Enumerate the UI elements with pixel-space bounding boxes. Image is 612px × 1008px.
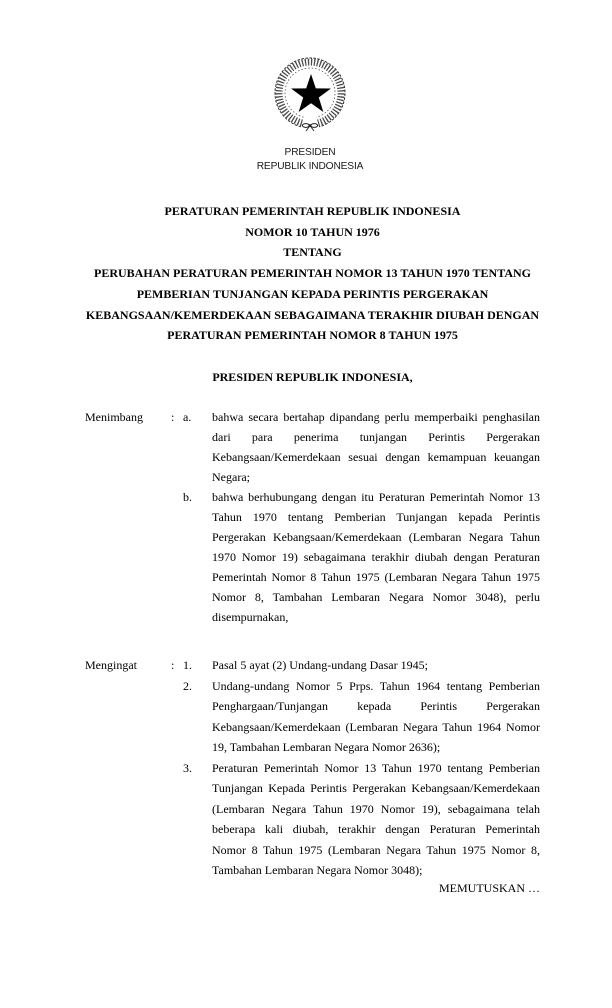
list-item bbox=[85, 407, 540, 487]
preamble-heading: PRESIDEN REPUBLIK INDONESIA, bbox=[212, 370, 413, 384]
document-title bbox=[0, 201, 612, 346]
item-marker: b. bbox=[183, 490, 192, 504]
title-line: PERUBAHAN PERATURAN PEMERINTAH NOMOR 13 TAHUN 1970 TENTANG bbox=[93, 266, 531, 281]
item-text bbox=[212, 487, 540, 627]
text-line: 1970 Nomor 19) sebagaimana terakhir diubah dengan Peraturan bbox=[212, 550, 540, 564]
text-line: Kebangsaan/Kemerdekaan sesuai dengan kemampuan keuangan bbox=[212, 450, 540, 464]
text-line: bahwa secara bertahap dipandang perlu memperbaiki penghasilan bbox=[212, 410, 540, 424]
title-line: NOMOR 10 TAHUN 1976 bbox=[245, 224, 380, 239]
section-label: Mengingat bbox=[85, 658, 137, 672]
letterhead-line-1: PRESIDEN bbox=[284, 147, 336, 158]
text-line: Pemerintah Nomor 8 Tahun 1975 (Lembaran Negara Tahun 1975 bbox=[212, 570, 540, 584]
text-line: Penghargaan/Tunjangan kepada Perintis Pergerakan bbox=[212, 699, 540, 713]
section-colon: : bbox=[171, 658, 175, 672]
item-marker: a. bbox=[183, 410, 192, 424]
text-line: Tunjangan Kepada Perintis Pergerakan Kebangsaan/Kemerdekaan bbox=[212, 781, 540, 795]
text-line: Nomor 8 Tahun 1975 (Lembaran Negara Tahun 1975 Nomor 8, bbox=[212, 842, 540, 857]
title-line: PEMBERIAN TUNJANGAN KEPADA PERINTIS PERGERAKAN bbox=[136, 286, 489, 301]
emblem-graphic bbox=[270, 53, 350, 133]
page-continuation: MEMUTUSKAN … bbox=[438, 881, 540, 895]
text-line: Tambahan Lembaran Negara Nomor 3048); bbox=[212, 863, 423, 877]
item-text bbox=[212, 655, 540, 676]
list-item bbox=[85, 676, 540, 758]
item-text bbox=[212, 676, 540, 758]
text-line: Kebangsaan/Kemerdekaan (Lembaran Negara Tahun 1964 Nomor bbox=[212, 719, 540, 734]
list-item bbox=[85, 655, 540, 676]
item-marker: 1. bbox=[183, 658, 192, 672]
list-item bbox=[85, 487, 540, 627]
text-line: Peraturan Pemerintah Nomor 13 Tahun 1970 tentang Pemberian bbox=[212, 760, 540, 775]
item-text bbox=[212, 758, 540, 881]
text-line: Tahun 1970 tentang Pemberian Tunjangan kepada Perintis bbox=[212, 510, 540, 524]
title-line: TENTANG bbox=[283, 245, 342, 260]
text-line: bahwa berhubungang dengan itu Peraturan Pemerintah Nomor 13 bbox=[212, 490, 540, 504]
text-line: disempurnakan, bbox=[212, 610, 289, 624]
text-line: (Lembaran Negara Tahun 1970 Nomor 19), sebagaimana telah bbox=[212, 801, 540, 816]
section-colon: : bbox=[171, 410, 175, 424]
item-marker: 3. bbox=[183, 760, 192, 775]
letterhead bbox=[210, 146, 410, 174]
title-line: KEBANGSAAN/KEMERDEKAAN SEBAGAIMANA TERAKHIR DIUBAH DENGAN bbox=[85, 307, 540, 322]
text-line: Pasal 5 ayat (2) Undang-undang Dasar 1945; bbox=[212, 658, 428, 672]
title-line: PERATURAN PEMERINTAH REPUBLIK INDONESIA bbox=[164, 204, 461, 218]
list-item bbox=[85, 758, 540, 881]
text-line: Pergerakan Kebangsaan/Kemerdekaan (Lembaran Negara Tahun bbox=[212, 530, 540, 544]
menimbang-section bbox=[85, 407, 540, 627]
letterhead-line-2: REPUBLIK INDONESIA bbox=[256, 161, 364, 172]
item-marker: 2. bbox=[183, 678, 192, 693]
mengingat-section bbox=[85, 655, 540, 881]
item-text bbox=[212, 407, 540, 487]
text-line: beberapa kali diubah, terakhir dengan Peraturan Pemerintah bbox=[212, 822, 540, 836]
title-line: PERATURAN PEMERINTAH NOMOR 8 TAHUN 1975 bbox=[167, 328, 458, 343]
text-line: Undang-undang Nomor 5 Prps. Tahun 1964 tentang Pemberian bbox=[212, 678, 540, 693]
text-line: dari para penerima tunjangan Perintis Pergerakan bbox=[212, 430, 540, 444]
section-label: Menimbang bbox=[85, 410, 143, 424]
text-line: Negara; bbox=[212, 470, 250, 484]
star-wreath-emblem-icon bbox=[270, 53, 350, 133]
text-line: Nomor 8, Tambahan Lembaran Negara Nomor 3048), perlu bbox=[212, 590, 540, 604]
text-line: 19, Tambahan Lembaran Negara Nomor 2636); bbox=[212, 740, 441, 754]
